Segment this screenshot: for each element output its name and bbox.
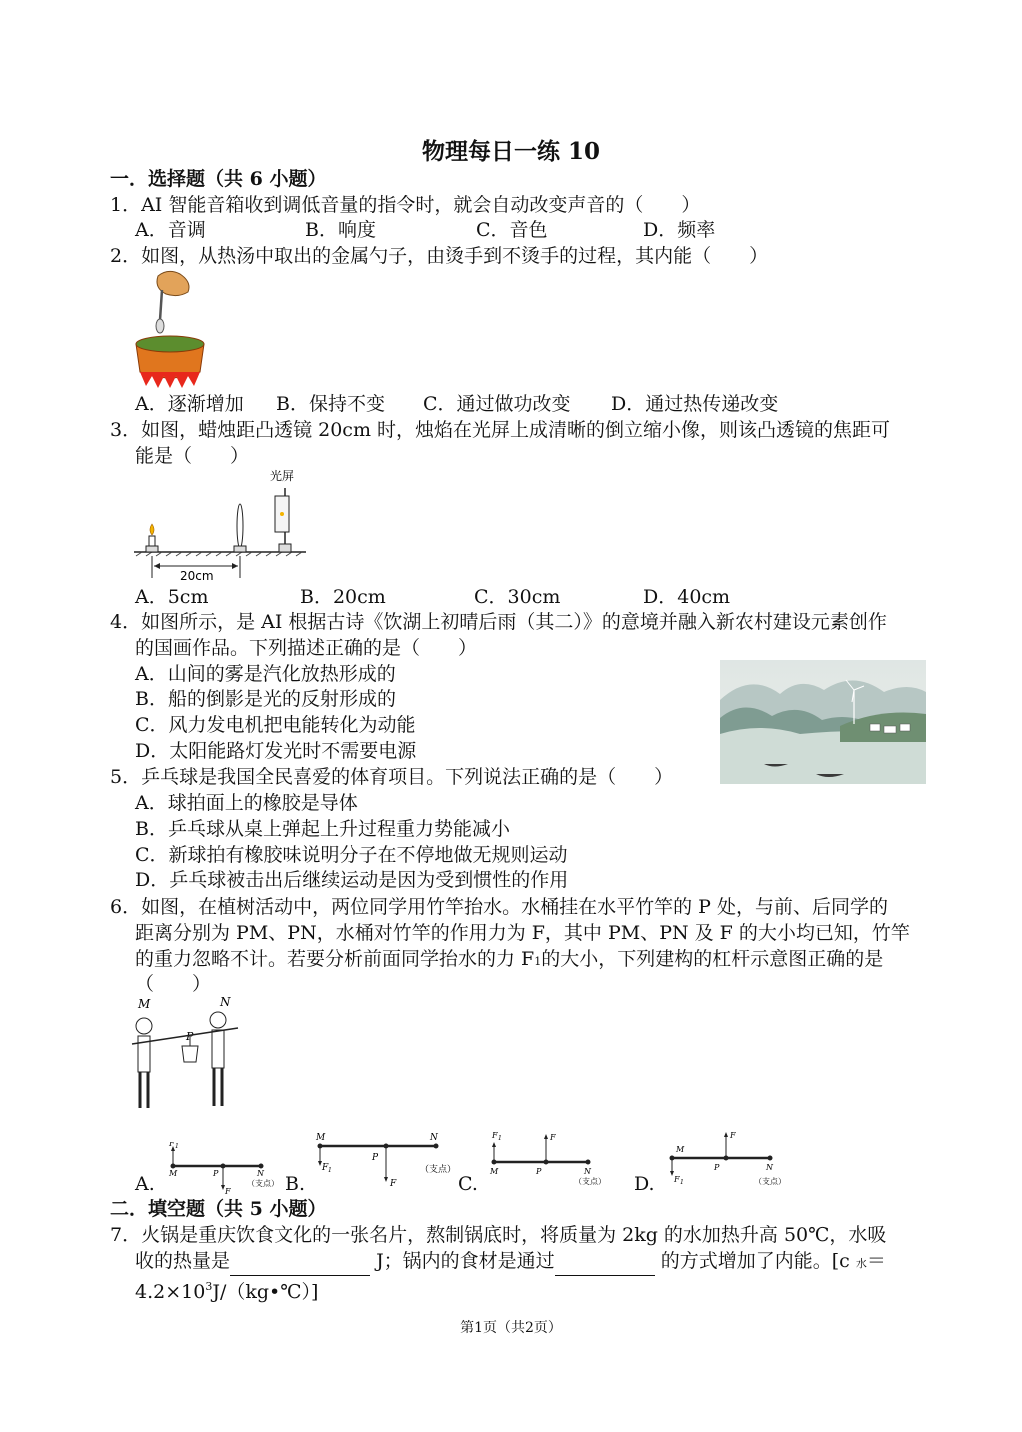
q1-option-c: C．音色 [476,219,548,241]
a-f-label: F [225,1187,231,1196]
question-7-line2: 收的热量是 J；锅内的食材是通过 的方式增加了内能。[c 水＝ [135,1249,886,1276]
q4-option-a: A．山间的雾是汽化放热形成的 [135,663,396,685]
q2-option-a: A．逐渐增加 [135,393,244,415]
q5-option-d: D．乒乓球被击出后继续运动是因为受到惯性的作用 [135,869,569,891]
q2-option-c: C．通过做功改变 [423,393,571,415]
d-fulcrum-label: （支点） [754,1177,786,1186]
q4-option-b: B．船的倒影是光的反射形成的 [135,688,396,710]
q6-option-a-letter: A. [135,1173,155,1195]
c-m-label: M [490,1167,499,1176]
q3-option-b: B．20cm [300,586,386,608]
q3-option-d: D．40cm [643,586,731,608]
page-title: 物理每日一练 10 [421,138,600,165]
d-f1-label: F [674,1175,680,1184]
question-4-stem-line1: 4．如图所示，是 AI 根据古诗《饮湖上初晴后雨（其二）》的意境并融入新农村建设元素创作 [110,611,887,633]
q3-option-a: A．5cm [135,586,209,608]
q6-option-b-letter: B. [285,1173,306,1195]
question-6-line2: 距离分别为 PM、PN，水桶对竹竿的作用力为 F，其中 PM、PN 及 F 的大小均已知，竹竿 [135,922,910,944]
b-p-label: P [372,1153,379,1163]
b-fulcrum-label: （支点） [420,1165,457,1175]
question-3-stem-line2: 能是（ ） [135,445,250,467]
b-m-label: M [316,1133,326,1143]
question-7-line1: 7．火锅是重庆饮食文化的一张名片，熬制锅底时，将质量为 2kg 的水加热升高 50℃，水吸 [110,1224,887,1246]
q6-option-d-letter: D. [634,1173,655,1195]
page-footer: 第1页（共2页） [460,1320,562,1336]
blank-heat[interactable] [230,1255,370,1276]
c-n-label: N [584,1167,591,1176]
q5-option-a: A．球拍面上的橡胶是导体 [135,792,358,814]
q1-option-d: D．频率 [643,219,716,241]
d-f1-sub: 1 [680,1179,684,1186]
q6-option-c-letter: C. [458,1173,478,1195]
landscape-painting [720,660,926,784]
c-p-label: P [536,1167,542,1176]
lever-option-b [310,1128,460,1192]
a-m-label: M [169,1169,178,1178]
q2-option-b: B．保持不变 [276,393,385,415]
question-6-line1: 6．如图，在植树活动中，两位同学用竹竿抬水。水桶挂在水平竹竿的 P 处，与前、后同学的 [110,896,888,918]
q4-option-c: C．风力发电机把电能转化为动能 [135,714,416,736]
lens-experiment-figure [130,466,310,584]
q5-option-c: C．新球拍有橡胶味说明分子在不停地做无规则运动 [135,844,568,866]
b-n-label: N [430,1133,438,1143]
question-1-stem: 1．AI 智能音箱收到调低音量的指令时，就会自动改变声音的（ ） [110,194,701,216]
c-fulcrum-label: （支点） [574,1177,606,1186]
question-3-stem-line1: 3．如图，蜡烛距凸透镜 20cm 时，烛焰在光屏上成清晰的倒立缩小像，则该凸透镜的焦距可 [110,419,891,441]
a-p-label: P [213,1169,219,1178]
carrying-water-figure [128,996,240,1116]
q4-option-d: D．太阳能路灯发光时不需要电源 [135,740,417,762]
b-f1-label: F [322,1163,329,1173]
label-n: N [220,996,231,1009]
section-heading-choice: 一．选择题（共 6 小题） [110,168,327,190]
lever-option-a [165,1142,285,1196]
lever-option-c [488,1128,608,1190]
blank-method[interactable] [555,1255,655,1276]
d-m-label: M [676,1145,685,1154]
a-f1-label: F [169,1142,175,1148]
b-f1-sub: 1 [328,1167,332,1174]
distance-label: 20cm [180,569,214,583]
hot-soup-spoon-figure [130,268,212,390]
a-f1-sub: 1 [175,1143,179,1150]
lever-option-d [664,1128,794,1190]
d-f-label: F [730,1131,736,1140]
c-f1-sub: 1 [498,1135,502,1142]
label-m: M [138,997,151,1011]
screen-label: 光屏 [270,469,295,483]
d-p-label: P [714,1163,720,1172]
question-4-stem-line2: 的国画作品。下列描述正确的是（ ） [135,637,478,659]
question-6-line3: 的重力忽略不计。若要分析前面同学抬水的力 F1的大小，下列建构的杠杆示意图正确的是 [135,948,884,970]
q2-option-d: D．通过热传递改变 [611,393,779,415]
d-n-label: N [766,1163,773,1172]
question-2-stem: 2．如图，从热汤中取出的金属勺子，由烫手到不烫手的过程，其内能（ ） [110,245,769,267]
a-fulcrum-label: （支点） [247,1179,279,1188]
label-p: P [186,1030,194,1043]
a-n-label: N [257,1169,264,1178]
c-f-label: F [550,1133,556,1142]
q5-option-b: B．乒乓球从桌上弹起上升过程重力势能减小 [135,818,510,840]
q3-option-c: C．30cm [474,586,561,608]
question-7-line3: $4.2\times 10^3J/(kg•℃)$] [135,1280,319,1303]
section-heading-fill: 二．填空题（共 5 小题） [110,1198,327,1220]
q1-option-a: A．音调 [135,219,206,241]
question-5-stem: 5．乒乓球是我国全民喜爱的体育项目。下列说法正确的是（ ） [110,766,674,788]
q1-option-b: B．响度 [305,219,376,241]
c-f1-label: F [492,1131,498,1140]
b-f-label: F [390,1179,397,1189]
question-6-line4: （ ） [135,973,212,995]
